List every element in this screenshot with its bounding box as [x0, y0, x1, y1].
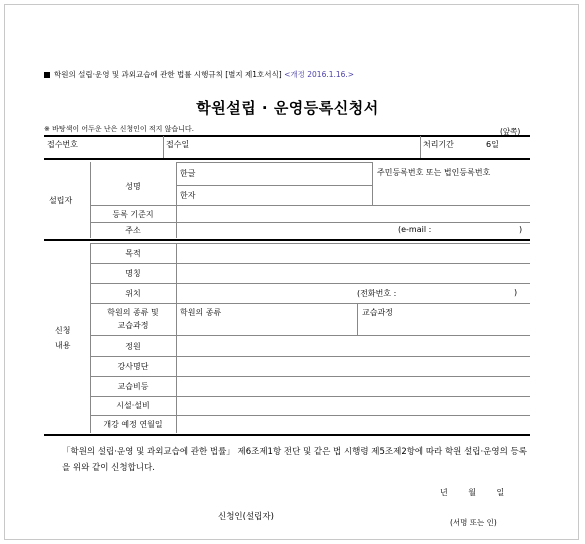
declaration-text: 「학원의 설립·운영 및 과외교습에 관한 법률」 제6조제1항 전단 및 같은 법 시행령 제5조제2항에 따라 학원 설립·운영의 등록을 위와 같이 신청합니다.	[62, 447, 527, 473]
academy-name-input[interactable]	[180, 266, 529, 282]
rule	[90, 303, 530, 304]
id-number-input[interactable]	[376, 180, 530, 202]
hangul-name-input[interactable]	[205, 164, 369, 184]
fee-label: 교습비등	[117, 382, 149, 391]
rule-application-bottom	[44, 434, 530, 436]
signature-label: (서명 또는 인)	[450, 518, 497, 527]
applicant-label: 신청인(설립자)	[218, 512, 274, 522]
purpose-label: 목적	[125, 249, 141, 258]
divider	[357, 303, 358, 335]
law-reference	[44, 69, 354, 80]
divider	[176, 162, 177, 238]
rule	[90, 356, 530, 357]
application-section-label-2: 내용	[55, 341, 71, 350]
square-bullet-icon	[44, 72, 50, 78]
page-side-label: (앞쪽)	[500, 127, 521, 136]
divider	[176, 243, 177, 433]
rule-founder-bottom	[44, 239, 530, 241]
type-course-label: 학원의 종류 및	[107, 308, 159, 317]
phone-close: )	[514, 288, 518, 297]
type-course-label-2: 교습과정	[117, 321, 149, 330]
basis-label: 등록 기준지	[112, 210, 154, 219]
rule	[90, 205, 530, 206]
receipt-number-label: 접수번호	[47, 140, 78, 149]
basis-input[interactable]	[180, 207, 529, 223]
location-label: 위치	[125, 289, 141, 298]
instruction-note: ※ 바탕색이 어두운 난은 신청인이 적지 않습니다.	[44, 125, 194, 133]
rule	[90, 335, 530, 336]
application-section-label-1: 신청	[55, 326, 71, 335]
law-note-text: 학원의 설립·운영 및 과외교습에 관한 법률 시행규칙 [별지 제1호서식]	[54, 70, 282, 79]
email-close: )	[519, 225, 523, 234]
rule	[176, 185, 372, 186]
rule	[176, 162, 372, 163]
date-line: 년 월 일	[440, 488, 505, 497]
opening-date-label: 개강 예정 연월일	[103, 420, 163, 429]
course-label: 교습과정	[362, 308, 393, 317]
rule	[90, 415, 530, 416]
divider	[420, 136, 421, 158]
facility-label: 시설·설비	[116, 401, 150, 410]
email-label: (e-mail :	[398, 225, 432, 234]
capacity-input[interactable]	[180, 338, 529, 356]
opening-date-input[interactable]	[180, 417, 529, 434]
address-input[interactable]	[180, 223, 394, 239]
lecture-room-input[interactable]	[180, 358, 529, 376]
purpose-input[interactable]	[180, 246, 529, 262]
name-label: 성명	[125, 182, 141, 191]
phone-label: (전화번호 :	[357, 289, 397, 298]
rule	[90, 263, 530, 264]
receipt-date-label: 접수일	[166, 140, 190, 149]
address-label: 주소	[125, 226, 141, 235]
rule	[90, 283, 530, 284]
hangul-label: 한글	[180, 169, 196, 178]
founder-section-label: 설립자	[49, 196, 73, 205]
phone-input[interactable]	[410, 286, 514, 302]
processing-period-value: 6일	[486, 140, 499, 149]
rule	[90, 243, 530, 244]
divider	[372, 162, 373, 205]
type-input[interactable]	[180, 318, 356, 334]
divider	[163, 136, 164, 158]
email-input[interactable]	[448, 223, 523, 239]
processing-period-label: 처리기간	[423, 140, 454, 149]
hanja-label: 한자	[180, 191, 196, 200]
page-title: 학원설립 · 운영등록신청서	[196, 99, 379, 117]
hanja-name-input[interactable]	[205, 187, 369, 207]
type-label: 학원의 종류	[180, 308, 222, 317]
revision-note: <개정 2016.1.16.>	[284, 70, 355, 79]
capacity-label: 정원	[125, 342, 141, 351]
course-input[interactable]	[362, 318, 529, 334]
location-input[interactable]	[180, 286, 354, 302]
rule	[90, 376, 530, 377]
facility-input[interactable]	[180, 398, 529, 416]
name-label: 명칭	[125, 269, 141, 278]
rule	[90, 396, 530, 397]
rule-receipt-bottom	[44, 158, 530, 160]
rule-top	[44, 135, 530, 137]
fee-input[interactable]	[180, 378, 529, 396]
lecture-room-label: 강사명단	[117, 362, 149, 371]
id-number-label: 주민등록번호 또는 법인등록번호	[377, 168, 491, 177]
